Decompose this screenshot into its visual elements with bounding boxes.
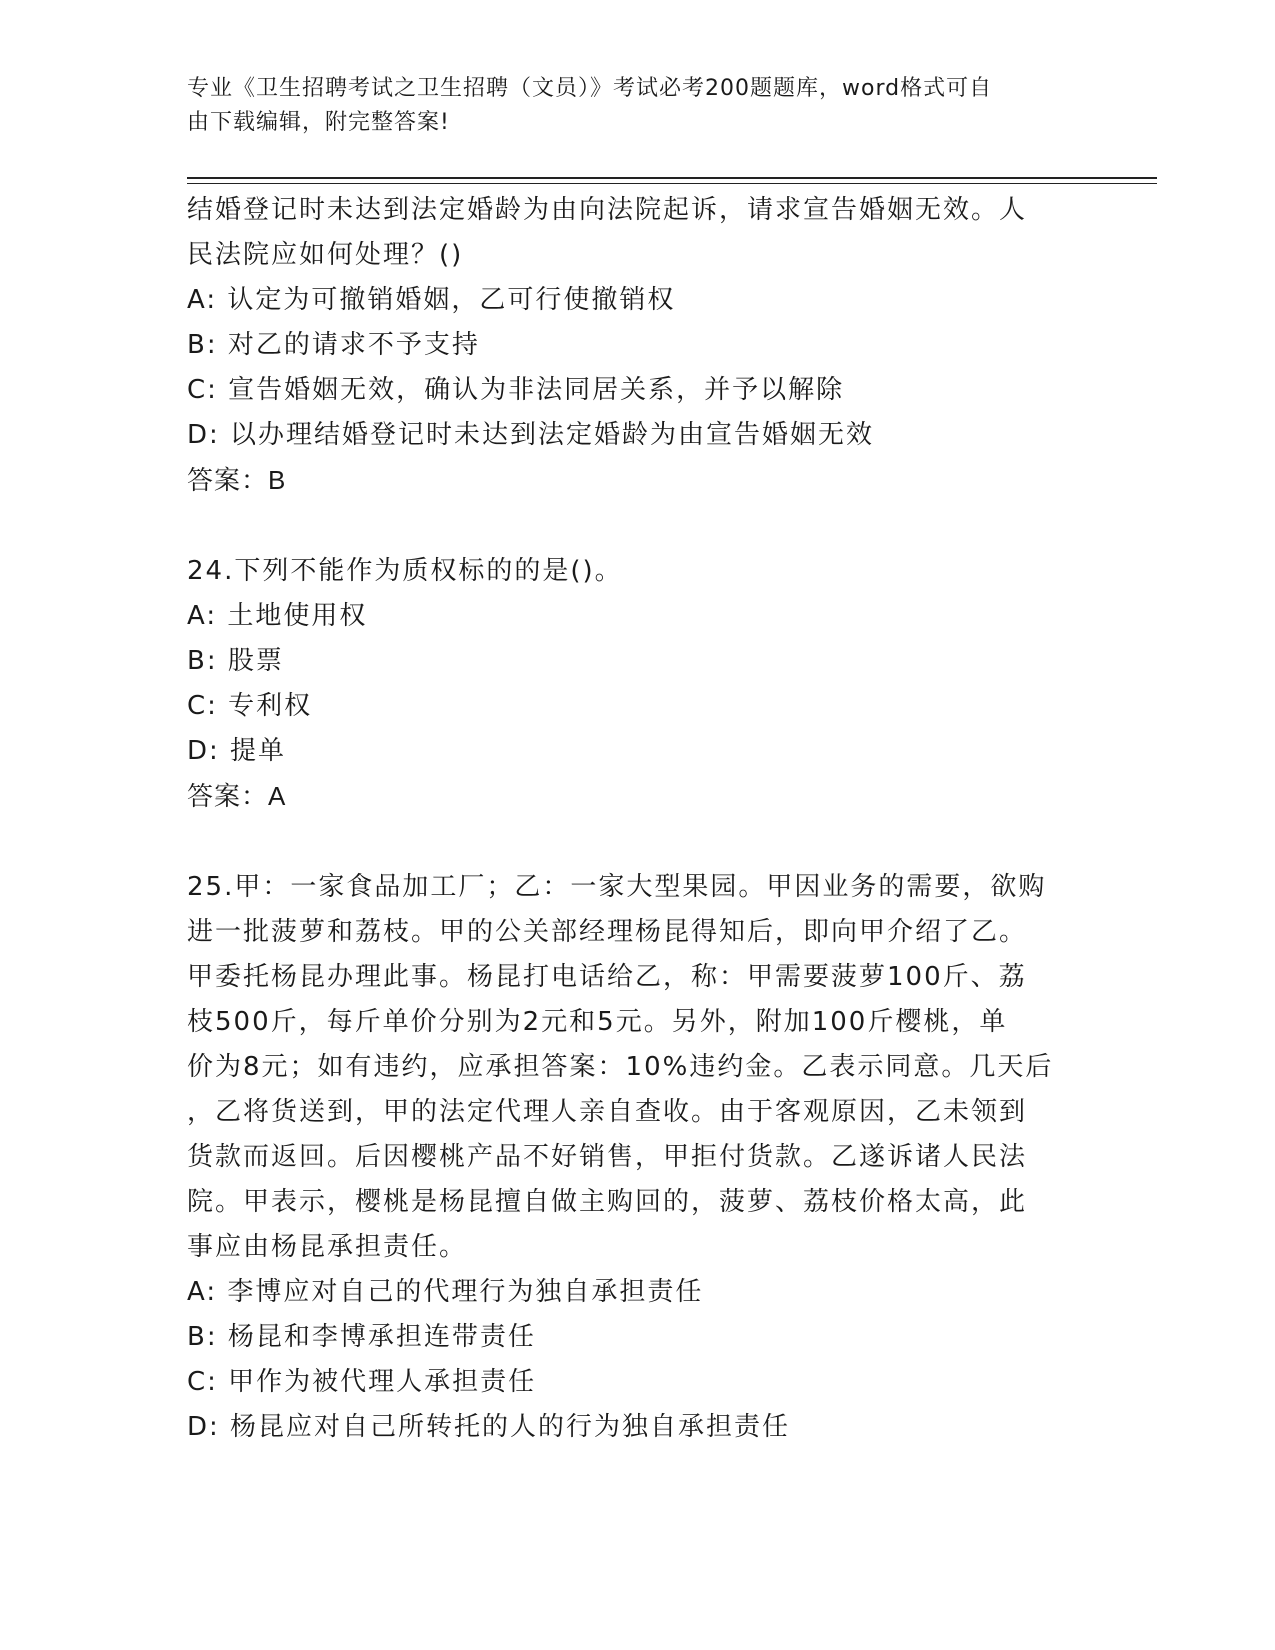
option-b: B: 对乙的请求不予支持 [187, 330, 480, 360]
question-stem-line: 价为8元；如有违约，应承担答案：10%违约金。乙表示同意。几天后 [187, 1052, 1054, 1082]
question-stem-line: 24.下列不能作为质权标的的是()。 [187, 556, 623, 586]
document-body [187, 188, 1087, 1450]
option-d: D: 提单 [187, 736, 287, 766]
question-stem-line: 25.甲：一家食品加工厂；乙：一家大型果园。甲因业务的需要，欲购 [187, 872, 1047, 902]
option-d: D: 以办理结婚登记时未达到法定婚龄为由宣告婚姻无效 [187, 420, 875, 450]
option-a: A: 认定为可撤销婚姻，乙可行使撤销权 [187, 285, 676, 315]
header-divider-thick [187, 177, 1157, 179]
option-c: C: 宣告婚姻无效，确认为非法同居关系，并予以解除 [187, 375, 845, 405]
option-b: B: 股票 [187, 646, 284, 676]
question-stem-line: 甲委托杨昆办理此事。杨昆打电话给乙，称：甲需要菠萝100斤、荔 [187, 962, 1027, 992]
option-d: D: 杨昆应对自己所转托的人的行为独自承担责任 [187, 1412, 791, 1442]
option-a: A: 土地使用权 [187, 601, 368, 631]
option-c: C: 专利权 [187, 691, 313, 721]
spacer [187, 503, 1087, 549]
header-line-2: 由下载编辑，附完整答案! [187, 110, 450, 135]
answer-line: 答案：B [187, 465, 287, 495]
question-stem-line: 结婚登记时未达到法定婚龄为由向法院起诉，请求宣告婚姻无效。人 [187, 195, 1028, 225]
spacer [187, 819, 1087, 865]
answer-line: 答案：A [187, 781, 287, 811]
question-stem-line: 院。甲表示，樱桃是杨昆擅自做主购回的，菠萝、荔枝价格太高，此 [187, 1187, 1028, 1217]
question-stem-line: 民法院应如何处理？() [187, 240, 464, 270]
option-c: C: 甲作为被代理人承担责任 [187, 1367, 537, 1397]
header-line-1: 专业《卫生招聘考试之卫生招聘（文员）》考试必考200题题库，word格式可自 [187, 76, 993, 101]
header-divider-thin [187, 183, 1157, 184]
question-24 [187, 549, 1087, 819]
option-a: A: 李博应对自己的代理行为独自承担责任 [187, 1277, 704, 1307]
question-stem-line: 枝500斤，每斤单价分别为2元和5元。另外，附加100斤樱桃，单 [187, 1007, 1008, 1037]
option-b: B: 杨昆和李博承担连带责任 [187, 1322, 536, 1352]
question-25 [187, 865, 1087, 1450]
question-stem-line: 事应由杨昆承担责任。 [187, 1232, 468, 1262]
question-stem-line: ，乙将货送到，甲的法定代理人亲自查收。由于客观原因，乙未领到 [187, 1097, 1028, 1127]
question-stem-line: 货款而返回。后因樱桃产品不好销售，甲拒付货款。乙遂诉诸人民法 [187, 1142, 1028, 1172]
document-header [187, 72, 1067, 140]
question-stem-line: 进一批菠萝和荔枝。甲的公关部经理杨昆得知后，即向甲介绍了乙。 [187, 917, 1028, 947]
question-23 [187, 188, 1087, 503]
